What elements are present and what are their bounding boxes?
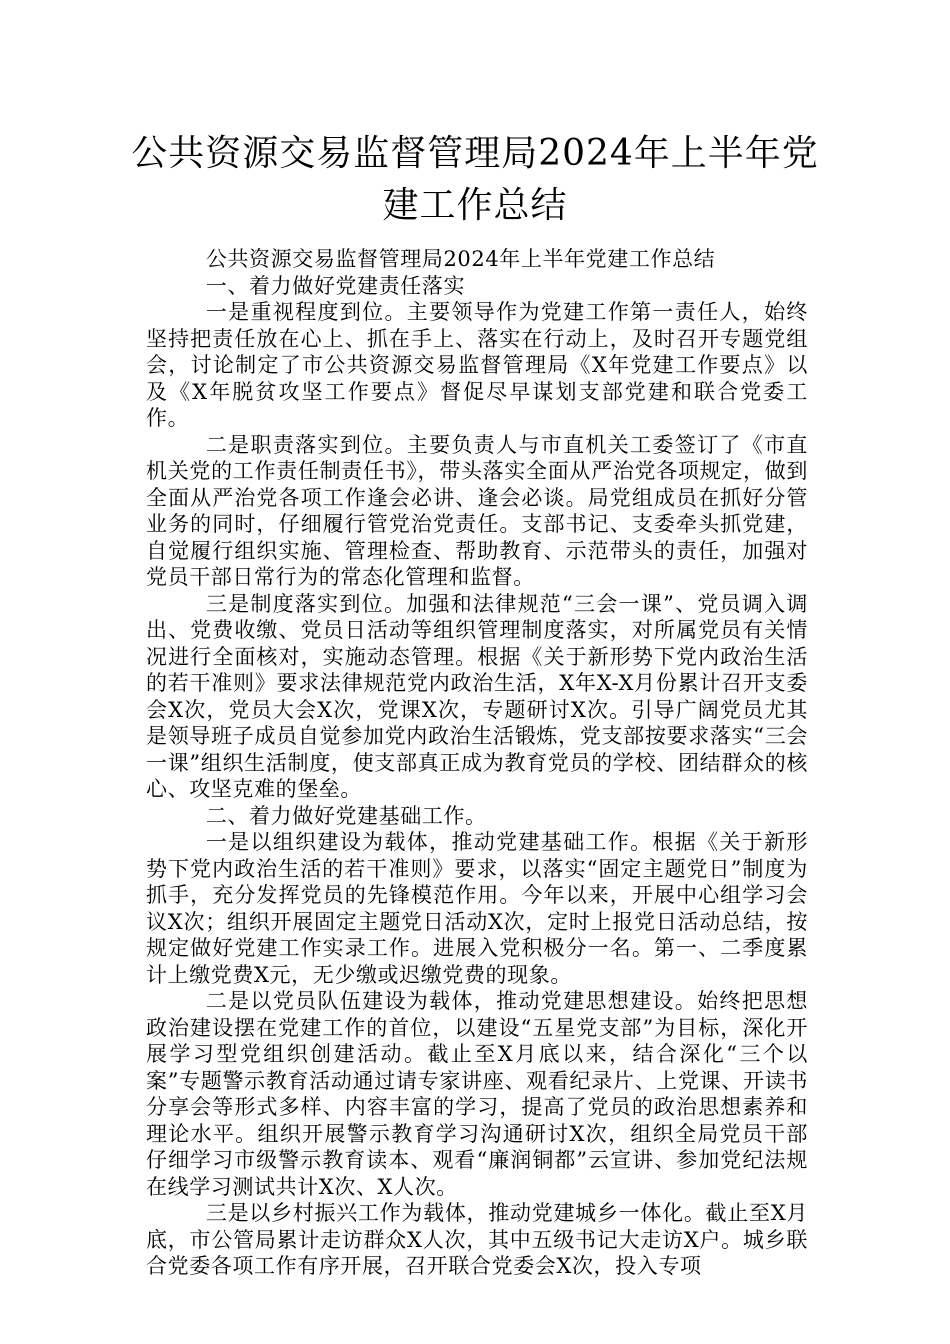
body-paragraph-3: 三是制度落实到位。加强和法律规范“三会一课”、党员调入调出、党费收缴、党员日活动等组织管理制度落实，对所属党员有关情况进行全面核对，实施动态管理。根据《关于新形势下党内政治生活的若干准则》要求法律规范党内政治生活，X年X-X月份累计召开支委会X次，党员大会X次，党课X次，专题研讨X次。引导广阔党员尤其是领导班子成员自觉参加党内政治生活锻炼，党支部按要求落实“三会一课”组织生活制度，使支部真正成为教育党员的学校、团结群众的核心、攻坚克难的堡垒。 [146,591,808,801]
subtitle-paragraph: 公共资源交易监督管理局2024年上半年党建工作总结 [205,247,716,271]
document-body [146,246,808,1280]
body-paragraph-6: 三是以乡村振兴工作为载体，推动党建城乡一体化。截止至X月底，市公管局累计走访群众X人次，其中五级书记大走访X户。城乡联合党委各项工作有序开展，召开联合党委会X次，投入专项 [146,1201,808,1278]
body-paragraph-5: 二是以党员队伍建设为载体，推动党建思想建设。始终把思想政治建设摆在党建工作的首位，以建设“五星党支部”为目标，深化开展学习型党组织创建活动。截止至X月底以来，结合深化“三个以案”专题警示教育活动通过请专家讲座、观看纪录片、上党课、开读书分享会等形式多样、内容丰富的学习，提高了党员的政治思想素养和理论水平。组织开展警示教育学习沟通研讨X次，组织全局党员干部仔细学习市级警示教育读本、观看“廉润铜都”云宣讲、参加党纪法规在线学习测试共计X次、X人次。 [146,989,808,1199]
body-paragraph-4: 一是以组织建设为载体，推动党建基础工作。根据《关于新形势下党内政治生活的若干准则》要求，以落实“固定主题党日”制度为抓手，充分发挥党员的先锋模范作用。今年以来，开展中心组学习会议X次；组织开展固定主题党日活动X次，定时上报党日活动总结，按规定做好党建工作实录工作。进展入党积极分一名。第一、二季度累计上缴党费X元，无少缴或迟缴党费的现象。 [146,830,808,987]
body-paragraph-2: 二是职责落实到位。主要负责人与市直机关工委签订了《市直机关党的工作责任制责任书》，带头落实全面从严治党各项规定，做到全面从严治党各项工作逢会必讲、逢会必谈。局党组成员在抓好分管业务的同时，仔细履行管党治党责任。支部书记、支委牵头抓党建，自觉履行组织实施、管理检查、帮助教育、示范带头的责任，加强对党员干部日常行为的常态化管理和监督。 [146,432,808,589]
section-heading-1: 一、着力做好党建责任落实 [205,273,466,298]
section-heading-2: 二、着力做好党建基础工作。 [205,803,487,828]
body-paragraph-1: 一是重视程度到位。主要领导作为党建工作第一责任人，始终坚持把责任放在心上、抓在手上、落实在行动上，及时召开专题党组会，讨论制定了市公共资源交易监督管理局《X年党建工作要点》以及《X年脱贫攻坚工作要点》督促尽早谋划支部党建和联合党委工作。 [146,300,808,430]
document-title: 公共资源交易监督管理局2024年上半年党建工作总结 [131,133,819,226]
